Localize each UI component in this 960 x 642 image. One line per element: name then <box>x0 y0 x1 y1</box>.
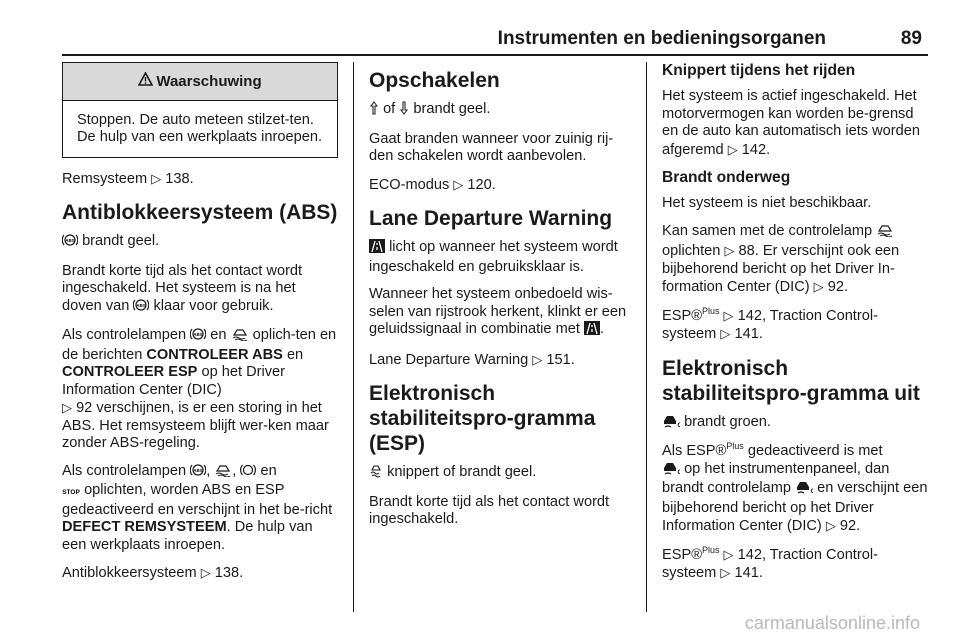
svg-text:ABS: ABS <box>65 238 75 243</box>
blink-para-1 <box>662 88 928 159</box>
column-1 <box>62 62 338 593</box>
abs-para-2-a: Als controlelampen <box>62 327 187 343</box>
espplus-ref-2-b: 142, Traction Control-systeem <box>662 546 878 581</box>
abs-para-2-c: oplich-ten en de berichten <box>62 327 337 363</box>
esp-off-para-2-c: op het instrumentenpaneel, dan brandt controlelamp <box>662 460 890 496</box>
abs-message-1: CONTROLEER ABS <box>146 346 283 363</box>
page-ref-icon: ▷ <box>825 518 836 533</box>
eco-ref-page: 120. <box>467 176 496 193</box>
abs-ref-text: Antiblokkeersysteem <box>62 565 197 581</box>
lane-departure-icon <box>584 321 600 341</box>
ldw-para-2: Wanneer het systeem onbedoeld wis-selen van rijstrook herkent, klinkt er een geluidssignaal in combinatie met . <box>369 286 635 341</box>
abs-lamp-line <box>62 233 338 253</box>
on-para-2-d: 92. <box>827 279 849 295</box>
shift-para-2: Gaat branden wanneer voor zuinig rij-den schakelen wordt aanbevolen. <box>369 130 614 164</box>
abs-para-2-f: 92 verschijnen, is er een storing in het ABS. Het remsysteem blijft wer-ken maar zonder ABS-regeling. <box>62 400 329 451</box>
brake-ref-page: 138. <box>165 170 194 187</box>
page-ref-icon: ▷ <box>723 307 734 323</box>
warning-body: Stoppen. De auto meteen stilzet-ten. De hulp van een werkplaats inroepen. <box>77 111 323 145</box>
lane-departure-icon <box>369 239 385 259</box>
svg-text:OFF: O <box>677 422 680 428</box>
ldw-para-1-text: licht op wanneer het systeem wordt ingeschakeld en gebruiksklaar is. <box>369 239 618 275</box>
ldw-ref-text: Lane Departure Warning <box>369 351 529 368</box>
page-header-title: Instrumenten en bedieningsorganen <box>497 28 826 49</box>
abs-para-3: Als controlelampen ABS , , en STOP oplichten, worden ABS en ESP gedeactiveerd en verschijnt in het be-richt DEFECT REMSYSTEEM. De hulp van een werkplaats inroepen. <box>62 462 333 553</box>
page-ref-icon: ▷ <box>200 565 211 580</box>
brake-system-icon <box>240 463 256 483</box>
esp-off-para-2 <box>662 443 928 536</box>
page-ref-icon: ▷ <box>62 400 72 415</box>
svg-text:OFF: O <box>677 469 680 475</box>
espplus-ref-1-sup: Plus <box>701 305 720 316</box>
column-divider-2 <box>646 62 647 612</box>
esp-para-1-text: knippert of brandt geel. <box>387 464 537 480</box>
esp-skid-icon <box>214 463 232 483</box>
column-3 <box>662 62 928 593</box>
abs-lamp-icon <box>133 298 149 318</box>
abs-lamp-icon <box>62 233 78 253</box>
svg-text:STOP: STOP <box>62 489 80 496</box>
warning-title: Waarschuwing <box>156 73 262 90</box>
esp-skid-icon <box>876 223 894 243</box>
svg-text:ABS: ABS <box>193 332 203 337</box>
esp-off-heading: Elektronisch stabiliteitspro-gramma uit <box>662 356 920 405</box>
ldw-ref-page: 151. <box>546 351 575 368</box>
shift-para-1 <box>369 101 635 121</box>
brake-ref <box>62 170 338 189</box>
abs-para-1-a: Brandt korte tijd als het contact wordt ingeschakeld. Het systeem is na het doven van <box>62 262 303 314</box>
warning-header <box>63 63 337 101</box>
esp-off-para-1 <box>662 414 928 434</box>
svg-text:ABS: ABS <box>193 467 203 473</box>
esp-off-para-2-d: en verschijnt een bijbehorend bericht op het Driver Information Center (DIC) <box>662 480 928 534</box>
esp-off-para-2-b: gedeactiveerd is met <box>747 443 883 459</box>
esp-off-para-1-text: brandt groen. <box>684 413 771 430</box>
stop-lamp-icon <box>62 484 80 502</box>
blink-para-1-a: Het systeem is actief ingeschakeld. Het motorvermogen kan worden be-grensd en de auto kan automatisch iets worden afgeremd <box>662 88 920 158</box>
page-ref-icon: ▷ <box>723 546 734 562</box>
on-para-2 <box>662 223 928 297</box>
column-divider-1 <box>353 62 354 612</box>
abs-ref <box>62 564 338 583</box>
abs-para-1-b: klaar voor gebruik. <box>153 297 274 314</box>
espplus-ref-1-b: 142, Traction Control-systeem <box>662 307 878 342</box>
shift-down-icon <box>399 101 409 121</box>
esp-off-para-2-e: 92. <box>839 518 861 534</box>
svg-text:OFF: O <box>810 489 814 494</box>
abs-para-3-d: . De hulp van een werkplaats inroepen. <box>62 519 313 553</box>
column-2 <box>369 62 635 539</box>
ldw-heading: Lane Departure Warning <box>369 207 613 230</box>
esp-off-icon <box>662 461 680 481</box>
ldw-para-2-text: Wanneer het systeem onbedoeld wis-selen van rijstrook herkent, klinkt er een geluidssignaal in combinatie met <box>369 286 627 337</box>
page-number: 89 <box>900 28 922 49</box>
header-rule <box>62 54 928 56</box>
esp-off-para-2-a: Als ESP® <box>662 443 727 459</box>
on-para-1: Het systeem is niet beschikbaar. <box>662 195 872 211</box>
warning-box <box>62 62 338 158</box>
on-para-2-a: Kan samen met de controlelamp <box>662 222 873 239</box>
page-ref-icon: ▷ <box>813 279 824 294</box>
esp-off-para-2-sup: Plus <box>726 441 744 451</box>
esp-para-1 <box>369 464 635 484</box>
page-ref-icon: ▷ <box>727 141 738 157</box>
esp-off-icon <box>662 414 680 434</box>
abs-para-2 <box>62 327 338 453</box>
page-ref-icon: ▷ <box>453 176 464 192</box>
abs-para-1 <box>62 263 338 318</box>
ldw-ref <box>369 351 635 370</box>
espplus-ref-1 <box>662 307 928 344</box>
abs-lamp-text: brandt geel. <box>82 233 160 249</box>
espplus-ref-1-a: ESP® <box>662 307 702 324</box>
page-ref-icon: ▷ <box>151 170 162 186</box>
page-ref-icon: ▷ <box>720 326 731 341</box>
on-para-2-c: 88. Er verschijnt ook een bijbehorend bericht op het Driver In-formation Center (DIC) <box>662 243 900 295</box>
eco-ref <box>369 176 635 195</box>
espplus-ref-2-c: 141. <box>734 565 763 581</box>
shift-para-1-a: of <box>383 101 396 117</box>
page-ref-icon: ▷ <box>724 243 735 258</box>
abs-heading: Antiblokkeersysteem (ABS) <box>62 201 338 224</box>
abs-para-3-c: oplichten, worden ABS en ESP gedeactiveerd en verschijnt in het be-richt <box>62 482 333 518</box>
abs-message-2: CONTROLEER ESP <box>62 364 198 380</box>
svg-text:ABS: ABS <box>136 302 147 308</box>
esp-heading: Elektronisch stabiliteitspro-gramma (ESP) <box>369 382 596 455</box>
esp-off-icon <box>795 480 813 500</box>
esp-para-2: Brandt korte tijd als het contact wordt ingeschakeld. <box>369 493 610 527</box>
on-para-2-b: oplichten <box>662 243 721 259</box>
on-heading: Brandt onderweg <box>662 169 791 186</box>
brake-ref-text: Remsysteem <box>62 170 148 187</box>
abs-para-2-e: op het Driver Information Center (DIC) <box>62 364 286 398</box>
ldw-para-1 <box>369 239 635 276</box>
blink-heading: Knippert tijdens het rijden <box>662 62 856 79</box>
abs-para-3-a: Als controlelampen <box>62 462 187 479</box>
espplus-ref-1-c: 141. <box>734 326 763 342</box>
blink-para-1-b: 142. <box>741 141 771 158</box>
eco-ref-text: ECO-modus <box>369 176 450 193</box>
abs-para-2-d: en <box>286 346 304 363</box>
espplus-ref-2 <box>662 546 928 583</box>
abs-para-2-b: en <box>210 327 227 343</box>
shift-para-1-b: brandt geel. <box>413 101 491 117</box>
watermark: carmanualsonline.info <box>744 613 920 633</box>
warning-triangle-icon <box>138 72 153 91</box>
page-ref-icon: ▷ <box>720 565 731 580</box>
esp-car-icon <box>369 464 383 484</box>
abs-message-3: DEFECT REMSYSTEEM <box>62 519 227 535</box>
abs-para-3-b: en <box>260 462 277 479</box>
abs-lamp-icon <box>190 463 206 483</box>
espplus-ref-2-sup: Plus <box>701 544 720 555</box>
shift-up-icon <box>369 101 379 121</box>
abs-ref-page: 138. <box>214 565 244 581</box>
shift-heading: Opschakelen <box>369 69 500 92</box>
esp-skid-icon <box>231 327 249 347</box>
page-ref-icon: ▷ <box>532 351 543 367</box>
espplus-ref-2-a: ESP® <box>662 546 702 563</box>
abs-lamp-icon <box>190 327 206 347</box>
